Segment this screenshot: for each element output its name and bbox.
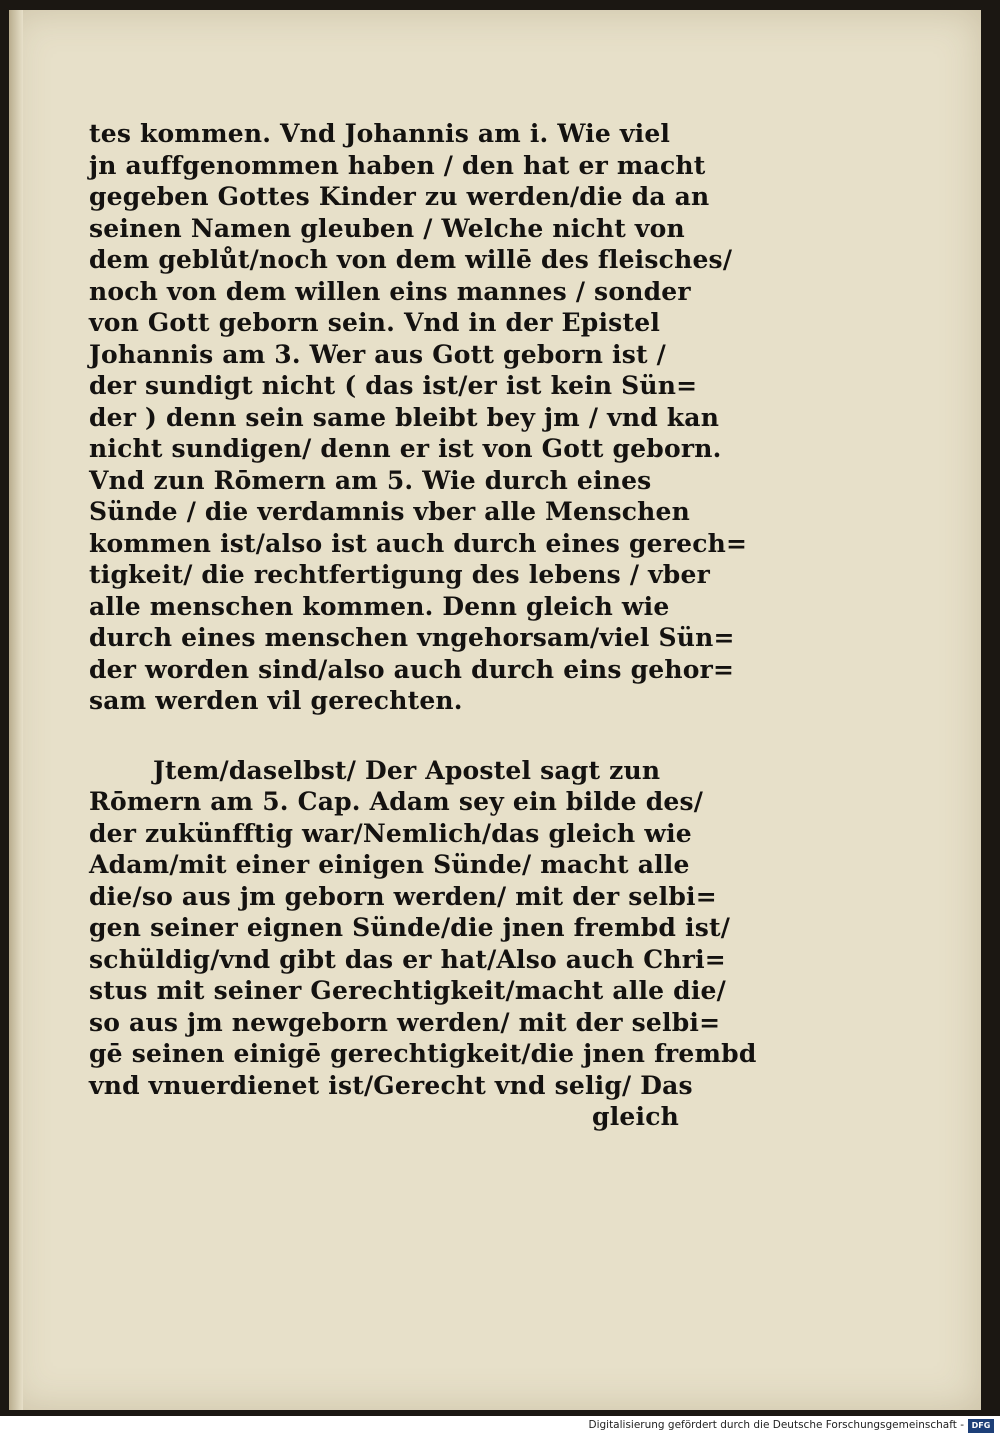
text-line: der ) denn sein same bleibt bey jm / vnd kan [89,402,720,432]
paragraph-1 [89,118,748,717]
text-line: gē seinen einigē gerechtigkeit/die jnen frembd [89,1039,757,1068]
text-line: Rōmern am 5. Cap. Adam sey ein bilde des/ [89,787,704,816]
text-line: der sundigt nicht ( das ist/er ist kein Sün= [89,371,698,400]
paragraph-2 [89,755,757,1133]
text-line: gegeben Gottes Kinder zu werden/die da an [89,182,710,211]
text-line: Adam/mit einer einigen Sünde/ macht alle [89,850,690,879]
text-line: Vnd zun Rōmern am 5. Wie durch eines [89,465,652,495]
text-line: tigkeit/ die rechtfertigung des lebens / vber [89,560,710,589]
text-line: Sünde / die verdamnis vber alle Menschen [89,497,691,526]
text-line: der worden sind/also auch durch eins gehor= [89,654,735,684]
text-line: jn auffgenommen haben / den hat er macht [89,150,706,180]
book-page [9,10,981,1410]
text-line: sam werden vil gerechten. [89,686,463,715]
text-line: tes kommen. Vnd Johannis am i. Wie viel [89,119,671,148]
text-line: gen seiner eignen Sünde/die jnen frembd ist/ [89,913,731,942]
catchword: gleich [592,1102,679,1131]
text-line: noch von dem willen eins mannes / sonder [89,276,691,306]
paragraph-gap [89,717,679,755]
text-line: Jtem/daselbst/ Der Apostel sagt zun [153,755,661,785]
text-line: von Gott geborn sein. Vnd in der Epistel [89,308,661,337]
text-line: Johannis am 3. Wer aus Gott geborn ist / [89,339,667,369]
text-line: so aus jm newgeborn werden/ mit der selbi= [89,1007,721,1037]
footer-bar [0,1416,1000,1437]
dfg-logo-icon: DFG [968,1419,994,1433]
page-text [89,118,757,1133]
text-line: seinen Namen gleuben / Welche nicht von [89,213,685,243]
text-line: dem geblůt/noch von dem willē des fleisches/ [89,245,733,274]
text-line: alle menschen kommen. Denn gleich wie [89,591,670,621]
text-line: die/so aus jm geborn werden/ mit der selbi= [89,881,717,911]
text-line: nicht sundigen/ denn er ist von Gott geborn. [89,434,722,463]
funding-notice: Digitalisierung gefördert durch die Deutsche Forschungsgemeinschaft - [588,1419,964,1431]
text-line: schüldig/vnd gibt das er hat/Also auch Chri= [89,944,726,974]
text-line: kommen ist/also ist auch durch eines gerech= [89,528,748,558]
text-line: der zukünfftig war/Nemlich/das gleich wie [89,818,692,848]
page-binding-edge [9,10,23,1410]
text-line: vnd vnuerdienet ist/Gerecht vnd selig/ Das [89,1070,693,1100]
text-line: stus mit seiner Gerechtigkeit/macht alle die/ [89,976,726,1005]
text-line: durch eines menschen vngehorsam/viel Sün= [89,623,735,652]
